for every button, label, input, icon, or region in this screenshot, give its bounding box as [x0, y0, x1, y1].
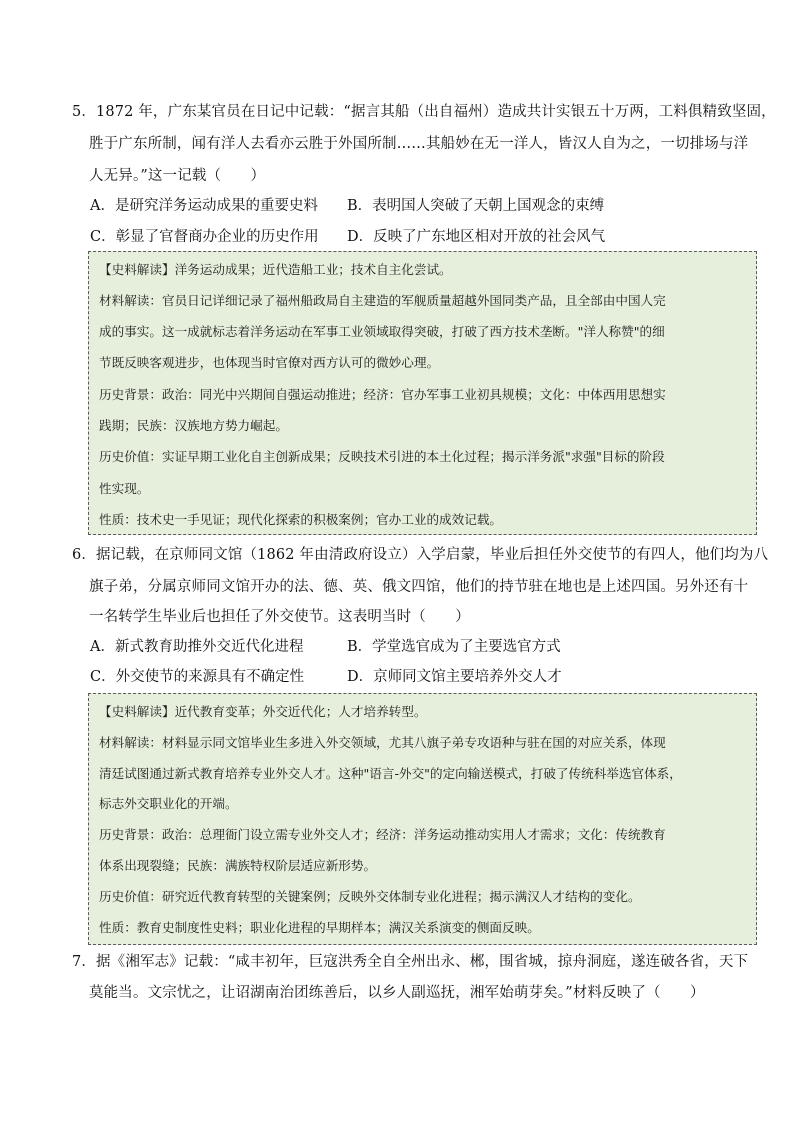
analysis-line: 材料解读：材料显示同文馆毕业生多进入外交领域，尤其八旗子弟专攻语种与驻在国的对应关系，体现: [99, 735, 666, 750]
analysis-line: 历史背景：政治：总理衙门设立需专业外交人才；经济：洋务运动推动实用人才需求；文化：传统教育: [99, 827, 666, 842]
question-7-stem-line: 7．据《湘军志》记载：“咸丰初年，巨寇洪秀全自全州出永、郴，围省城，掠舟洞庭，遂连破各省，天下: [72, 954, 749, 970]
analysis-line: 性质：技术史一手见证；现代化探索的积极案例；官办工业的成效记载。: [99, 512, 502, 527]
analysis-line: 性质：教育史制度性史料；职业化进程的早期样本；满汉关系演变的侧面反映。: [99, 920, 540, 935]
question-6-option-d[interactable]: D．京师同文馆主要培养外交人才: [347, 669, 562, 685]
question-7-stem-line: 莫能当。文宗忧之，让诏湖南治团练善后，以乡人副巡抚，湘军始萌芽矣。”材料反映了（ ）: [89, 985, 705, 1001]
analysis-line: 历史价值：实证早期工业化自主创新成果；反映技术引进的本土化过程；揭示洋务派"求强"目标的阶段: [99, 449, 665, 464]
analysis-line: 历史背景：政治：同光中兴期间自强运动推进；经济：官办军事工业初具规模；文化：中体西用思想实: [99, 387, 666, 402]
question-5-stem-line: 胜于广东所制，闻有洋人去看亦云胜于外国所制……其船妙在无一洋人，皆汉人自为之，一切排场与洋: [89, 136, 749, 152]
analysis-heading: 【史料解读】近代教育变革；外交近代化；人才培养转型。: [99, 704, 427, 719]
analysis-line: 性实现。: [99, 481, 150, 496]
question-6-option-a[interactable]: A．新式教育助推外交近代化进程: [90, 639, 304, 655]
question-5-option-a[interactable]: A．是研究洋务运动成果的重要史料: [90, 198, 318, 214]
question-6-stem-line: 一名转学生毕业后也担任了外交使节。这表明当时（ ）: [89, 609, 470, 625]
question-5-option-c[interactable]: C．彰显了官督商办企业的历史作用: [90, 229, 319, 245]
analysis-line: 标志外交职业化的开端。: [99, 796, 238, 811]
analysis-line: 材料解读：官员日记详细记录了福州船政局自主建造的军舰质量超越外国同类产品，且全部由中国人完: [99, 293, 666, 308]
analysis-line: 历史价值：研究近代教育转型的关键案例；反映外交体制专业化进程；揭示满汉人才结构的变化。: [99, 889, 641, 904]
analysis-heading: 【史料解读】洋务运动成果；近代造船工业；技术自主化尝试。: [99, 262, 452, 277]
question-6-option-b[interactable]: B．学堂选官成为了主要选官方式: [347, 639, 561, 655]
question-6-analysis-box: [88, 693, 757, 945]
question-6-option-c[interactable]: C．外交使节的来源具有不确定性: [90, 669, 305, 685]
question-5-option-b[interactable]: B．表明国人突破了天朝上国观念的束缚: [347, 198, 605, 214]
question-5-option-d[interactable]: D．反映了广东地区相对开放的社会风气: [347, 229, 606, 245]
question-6-stem-line: 旗子弟，分属京师同文馆开办的法、德、英、俄文四馆，他们的持节驻在地也是上述四国。另外还有十: [89, 579, 749, 595]
question-5-analysis-box: [88, 251, 757, 535]
analysis-line: 清廷试图通过新式教育培养专业外交人才。这种"语言-外交"的定向输送模式，打破了传统科举选官体系，: [99, 766, 682, 781]
analysis-line: 节既反映客观进步，也体现当时官僚对西方认可的微妙心理。: [99, 355, 440, 370]
analysis-line: 体系出现裂缝；民族：满族特权阶层适应新形势。: [99, 858, 377, 873]
analysis-line: 践期；民族：汉族地方势力崛起。: [99, 418, 288, 433]
question-5-stem-line: 人无异。”这一记载（ ）: [89, 168, 266, 184]
analysis-line: 成的事实。这一成就标志着洋务运动在军事工业领域取得突破，打破了西方技术垄断。"洋人称赞"的细: [99, 324, 665, 339]
question-6-stem-line: 6．据记载，在京师同文馆（1862 年由清政府设立）入学启蒙，毕业后担任外交使节的有四人，他们均为八: [72, 547, 769, 563]
question-5-stem-line: 5．1872 年，广东某官员在日记中记载：“据言其船（出自福州）造成共计实银五十万两，工料俱精致坚固，: [72, 104, 776, 120]
